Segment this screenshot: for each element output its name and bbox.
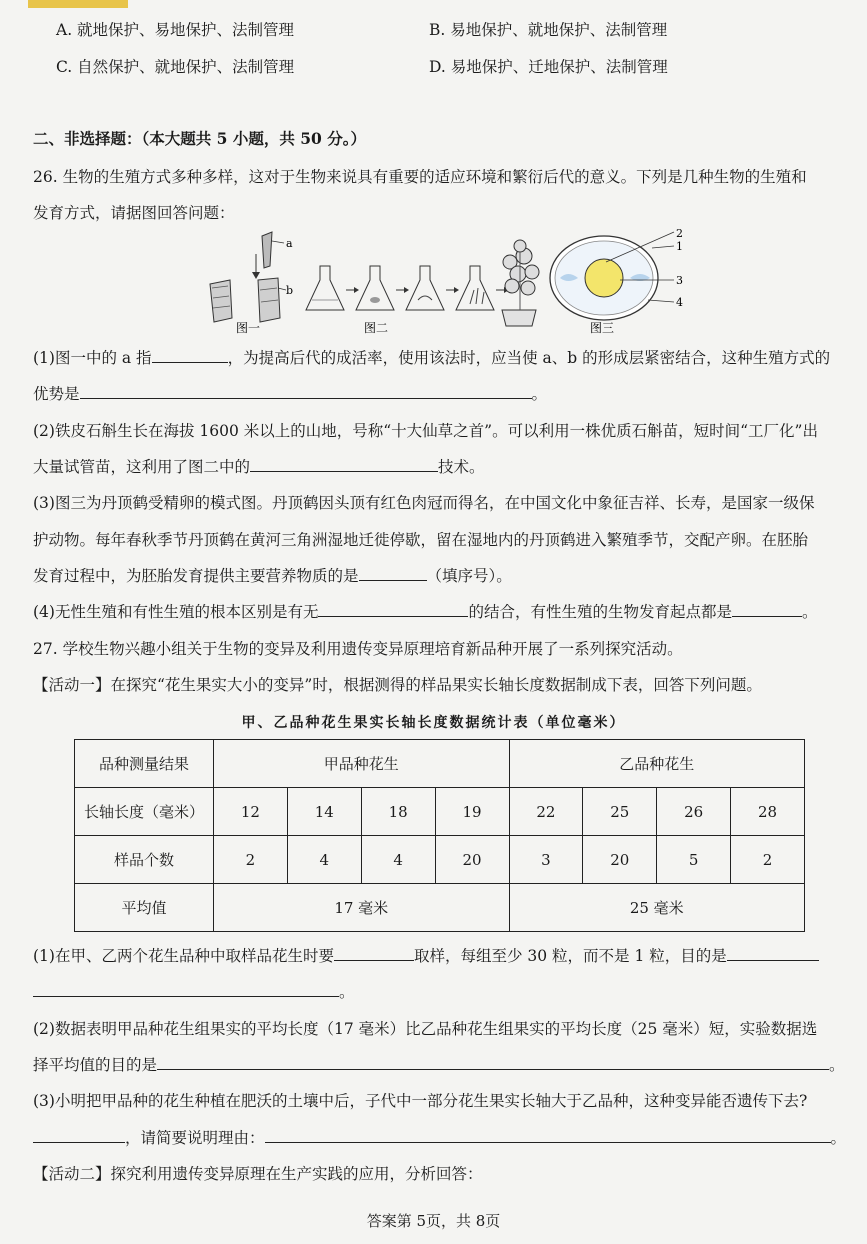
q27-sub2-line1: (2)数据表明甲品种花生组果实的平均长度（17 毫米）比乙品种花生组果实的平均长度（25 毫米）短，实验数据选	[33, 1020, 818, 1038]
q27-sub3-line1: (3)小明把甲品种的花生种植在肥沃的土壤中后，子代中一部分花生果实长轴大于乙品种，这种变异能否遗传下去?	[33, 1092, 808, 1110]
table-cell: 5	[657, 836, 731, 884]
q27-activity1: 【活动一】在探究“花生果实大小的变异”时，根据测得的样品果实长轴长度数据制成下表，回答下列问题。	[33, 676, 762, 694]
option-b: B. 易地保护、就地保护、法制管理	[429, 21, 668, 39]
q27-sub2-text-c: 。	[829, 1056, 845, 1074]
q27-sub1-text-b: 取样，每组至少 30 粒，而不是 1 粒，目的是	[413, 947, 727, 965]
answer-blank[interactable]	[33, 1127, 125, 1143]
table-title: 甲、乙品种花生果实长轴长度数据统计表（单位毫米）	[241, 715, 626, 731]
q27-sub1-text-a: (1)在甲、乙两个花生品种中取样品花生时要	[33, 947, 334, 965]
answer-blank[interactable]	[727, 945, 819, 961]
q26-part3-line1: (3)图三为丹顶鹤受精卵的模式图。丹顶鹤因头顶有红色肉冠而得名，在中国文化中象征吉祥、长寿，是国家一级保	[33, 494, 815, 512]
label-b: b	[286, 284, 294, 297]
row-label-count: 样品个数	[75, 836, 214, 884]
table-cell: 2	[731, 836, 805, 884]
q26-part2-line2	[33, 456, 485, 478]
average-b: 25 毫米	[509, 884, 805, 932]
table-row	[75, 788, 805, 836]
q26-part4-text-b: 的结合，有性生殖的生物发育起点都是	[468, 603, 732, 621]
table-cell: 2	[214, 836, 288, 884]
table-row	[75, 884, 805, 932]
figure-1-grafting	[210, 232, 293, 335]
q26-part3-line2: 护动物。每年春秋季节丹顶鹤在黄河三角洲湿地迁徙停歇，留在湿地内的丹顶鹤进入繁殖季节，交配产卵。在胚胎	[33, 531, 809, 549]
figure-1-caption: 图一	[236, 321, 261, 335]
q27-activity2: 【活动二】探究利用遗传变异原理在生产实践的应用，分析回答：	[33, 1165, 483, 1183]
label-3: 3	[676, 274, 683, 287]
q26-part2-line1: (2)铁皮石斛生长在海拔 1600 米以上的山地，号称“十大仙草之首”。可以利用一株优质石斛苗，短时间“工厂化”出	[33, 422, 818, 440]
q27-sub3-line2	[33, 1127, 846, 1149]
answer-blank[interactable]	[359, 565, 427, 581]
q26-part1-text-a: (1)图一中的 a 指	[33, 349, 152, 367]
row-label-average: 平均值	[75, 884, 214, 932]
answer-blank[interactable]	[732, 601, 802, 617]
q27-sub2-text-b: 择平均值的目的是	[33, 1056, 158, 1074]
average-a: 17 毫米	[214, 884, 510, 932]
answer-blank[interactable]	[33, 981, 339, 997]
label-1: 1	[676, 240, 683, 253]
table-cell: 12	[214, 788, 288, 836]
q26-part3-text-c: 发育过程中，为胚胎发育提供主要营养物质的是	[33, 567, 359, 585]
q27-intro: 27. 学校生物兴趣小组关于生物的变异及利用遗传变异原理培育新品种开展了一系列探究活动。	[33, 640, 683, 658]
table-cell: 20	[435, 836, 509, 884]
label-a: a	[286, 237, 293, 250]
table-row	[75, 836, 805, 884]
q26-figure	[200, 226, 700, 338]
q26-part1-text-b: ，为提高后代的成活率，使用该法时，应当使 a、b 的形成层紧密结合，这种生殖方式的	[227, 349, 831, 367]
q27-sub1-text-c: 。	[339, 983, 355, 1001]
table-cell: 22	[509, 788, 583, 836]
table-cell: 25	[583, 788, 657, 836]
figure-3-egg	[550, 227, 683, 335]
q26-part3-text-d: （填序号）。	[426, 567, 512, 585]
table-cell: 4	[361, 836, 435, 884]
q26-part2-text-c: 技术。	[438, 458, 485, 476]
option-c: C. 自然保护、就地保护、法制管理	[56, 58, 295, 76]
q26-intro-line1: 26. 生物的生殖方式多种多样，这对于生物来说具有重要的适应环境和繁衍后代的意义。下列是几种生物的生殖和	[33, 168, 807, 186]
answer-blank[interactable]	[318, 601, 468, 617]
q27-sub2-line2	[33, 1054, 845, 1076]
answer-blank[interactable]	[250, 456, 438, 472]
table-header-group-a: 甲品种花生	[214, 740, 510, 788]
q27-sub3-text-b: ，请简要说明理由：	[125, 1129, 265, 1147]
page-footer: 答案第 5页，共 8页	[366, 1212, 501, 1230]
answer-blank[interactable]	[157, 1054, 829, 1070]
answer-blank[interactable]	[152, 347, 228, 363]
peanut-data-table	[74, 739, 805, 932]
q26-part1-text-c: 优势是	[33, 385, 80, 403]
table-header-label: 品种测量结果	[75, 740, 214, 788]
table-row	[75, 740, 805, 788]
figure-2-caption: 图二	[364, 321, 389, 335]
q26-intro-line2: 发育方式，请据图回答问题：	[33, 204, 235, 222]
table-cell: 20	[583, 836, 657, 884]
table-header-group-b: 乙品种花生	[509, 740, 805, 788]
answer-blank[interactable]	[80, 383, 532, 399]
q26-part4-text-a: (4)无性生殖和有性生殖的根本区别是有无	[33, 603, 319, 621]
q26-part2-text-b: 大量试管苗，这利用了图二中的	[33, 458, 251, 476]
option-d: D. 易地保护、迁地保护、法制管理	[429, 58, 668, 76]
table-cell: 14	[287, 788, 361, 836]
answer-blank[interactable]	[334, 945, 414, 961]
q26-part1-line1	[33, 347, 830, 369]
q26-part4-text-c: 。	[801, 603, 818, 621]
label-4: 4	[676, 296, 683, 309]
label-2: 2	[676, 227, 683, 240]
option-a: A. 就地保护、易地保护、法制管理	[56, 21, 295, 39]
row-label-length: 长轴长度（毫米）	[75, 788, 214, 836]
q27-sub1-line1	[33, 945, 819, 967]
section-heading: 二、非选择题：（本大题共 5 小题，共 50 分。）	[33, 129, 366, 148]
table-cell: 18	[361, 788, 435, 836]
q27-sub1-line2	[33, 981, 355, 1003]
table-cell: 28	[731, 788, 805, 836]
answer-blank[interactable]	[265, 1127, 831, 1143]
q26-part1-line2	[33, 383, 547, 405]
q26-part1-text-d: 。	[531, 385, 548, 403]
corner-highlight	[28, 0, 128, 8]
figure-2-tissue-culture	[306, 240, 539, 335]
table-cell: 19	[435, 788, 509, 836]
figure-3-caption: 图三	[590, 321, 615, 335]
table-cell: 4	[287, 836, 361, 884]
table-cell: 3	[509, 836, 583, 884]
q26-part3-line3	[33, 565, 512, 587]
q26-part4-line	[33, 601, 818, 623]
q27-sub3-text-c: 。	[830, 1129, 847, 1147]
table-cell: 26	[657, 788, 731, 836]
